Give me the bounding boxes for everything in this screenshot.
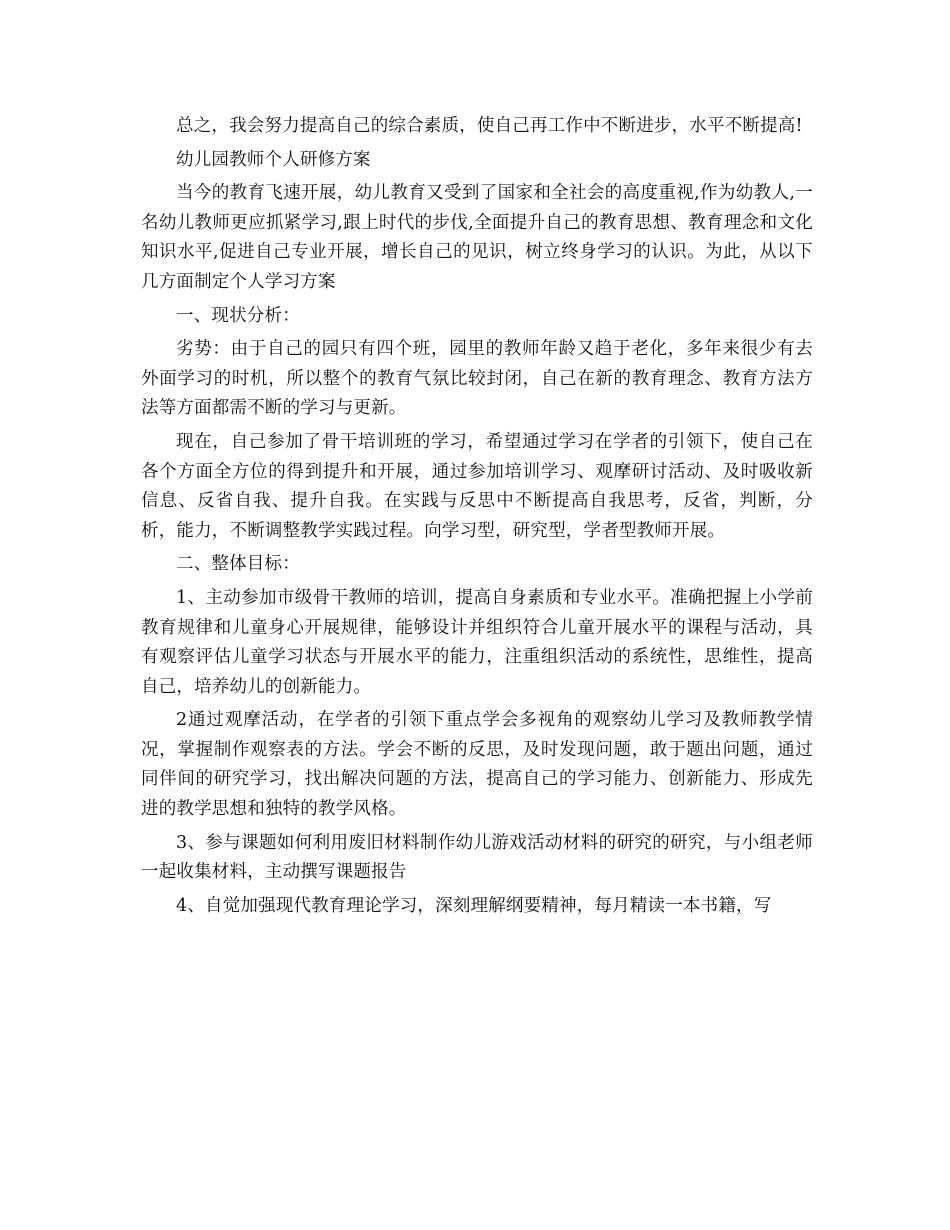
goal-item-2: 2通过观摩活动，在学者的引领下重点学会多视角的观察幼儿学习及教师教学情况，掌握制作观察表的方法。学会不断的反思，及时发现问题，敢于题出问题，通过同伴间的研究学习，找出解决问题的方法，提高自己的学习能力、创新能力、形成先进的教学思想和独特的教学风格。 — [141, 710, 813, 820]
paragraph-conclusion: 总之，我会努力提高自己的综合素质，使自己再工作中不断进步，水平不断提高! — [176, 116, 803, 136]
document-body — [141, 112, 813, 925]
paragraph-weakness: 劣势：由于自己的园只有四个班，园里的教师年龄又趋于老化，多年来很少有去外面学习的时机，所以整个的教育气氛比较封闭，自己在新的教育理念、教育方法方法等方面都需不断的学习与更新。 — [141, 339, 813, 419]
section-title: 幼儿园教师个人研修方案 — [176, 149, 371, 170]
goal-item-1: 1、主动参加市级骨干教师的培训，提高自身素质和专业水平。准确把握上小学前教育规律和儿童身心开展规律，能够设计并组织符合儿童开展水平的课程与活动，具有观察评估儿童学习状态与开展水平的能力，注重组织活动的系统性，思维性，提高自己，培养幼儿的创新能力。 — [141, 587, 813, 697]
paragraph-intro: 当今的教育飞速开展，幼儿教育又受到了国家和全社会的高度重视,作为幼教人,一名幼儿教师更应抓紧学习,跟上时代的步伐,全面提升自己的教育思想、教育理念和文化知识水平,促进自己专业开展，增长自己的见识，树立终身学习的认识。为此，从以下几方面制定个人学习方案 — [141, 183, 813, 292]
heading-current-analysis: 一、现状分析： — [176, 305, 300, 326]
goal-item-4: 4、自觉加强现代教育理论学习，深刻理解纲要精神，每月精读一本书籍，写 — [176, 895, 772, 916]
heading-overall-goals: 二、整体目标： — [176, 554, 300, 575]
goal-item-3: 3、参与课题如何利用废旧材料制作幼儿游戏活动材料的研究的研究，与小组老师一起收集材料，主动撰写课题报告 — [141, 832, 813, 883]
paragraph-present: 现在，自己参加了骨干培训班的学习，希望通过学习在学者的引领下，使自己在各个方面全方位的得到提升和开展，通过参加培训学习、观摩研讨活动、及时吸收新信息、反省自我、提升自我。在实践与反思中不断提高自我思考，反省，判断，分析，能力，不断调整教学实践过程。向学习型，研究型，学者型教师开展。 — [141, 431, 813, 541]
